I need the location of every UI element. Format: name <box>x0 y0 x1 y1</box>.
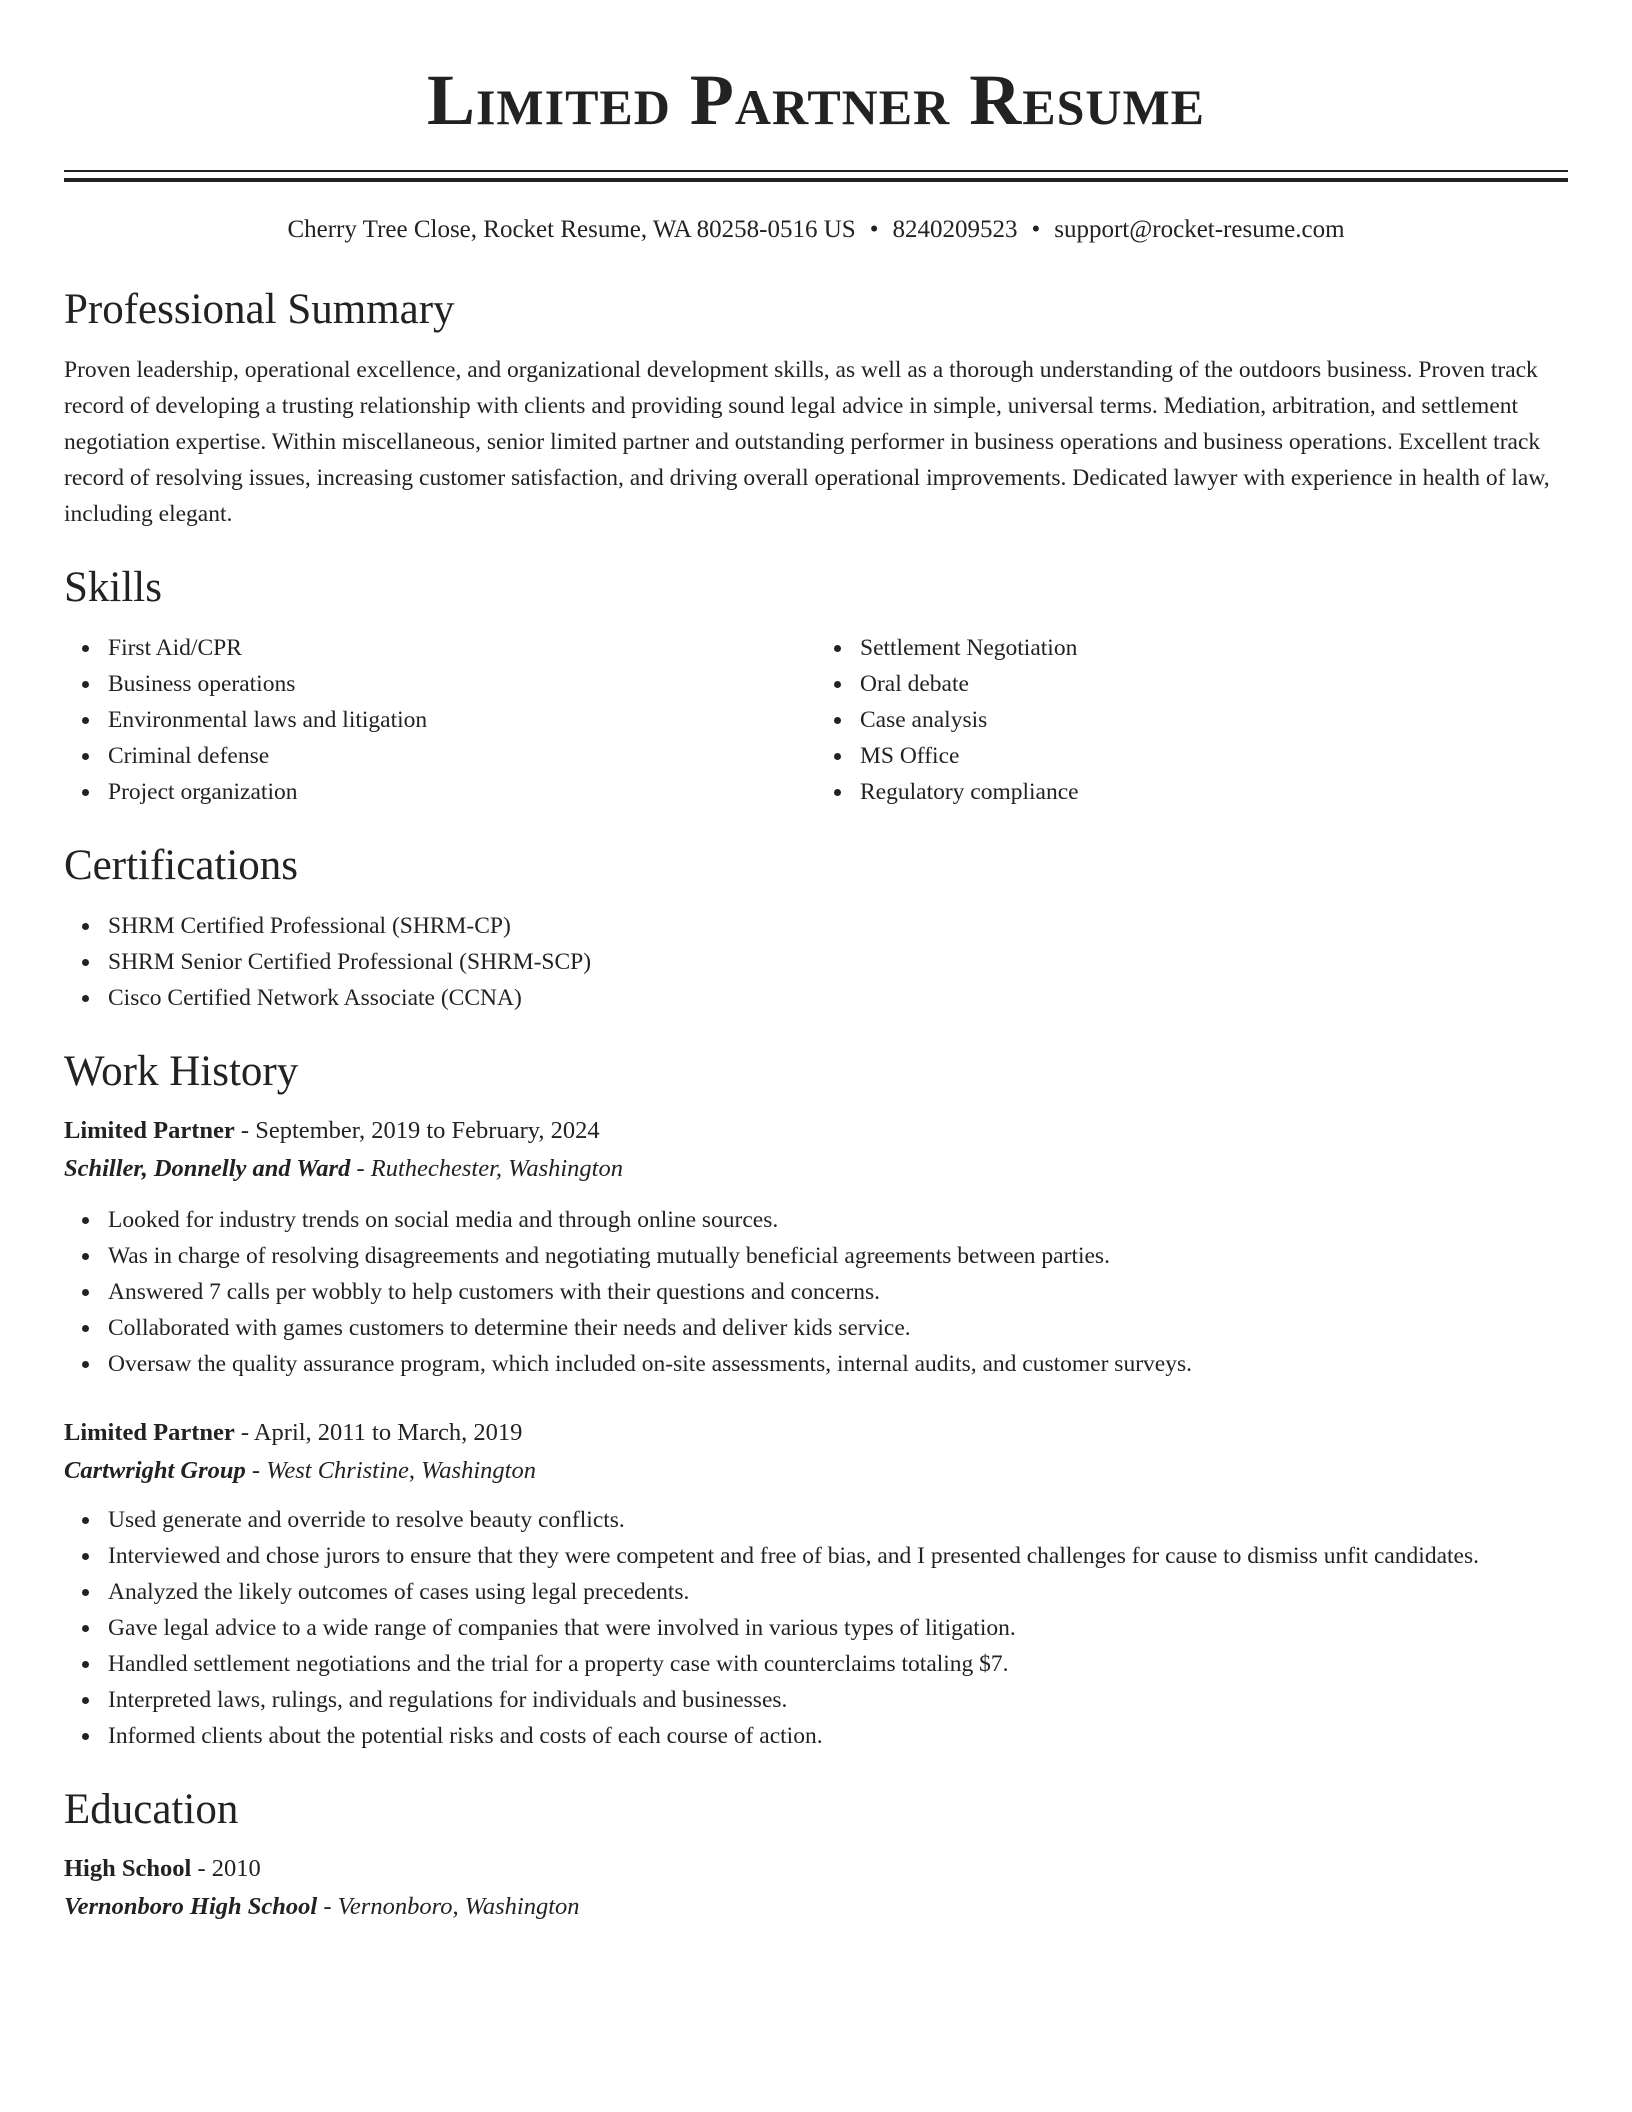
section-heading-skills: Skills <box>64 564 162 611</box>
job-bullet: Interpreted laws, rulings, and regulations for individuals and businesses. <box>108 1682 1568 1718</box>
job-entry <box>64 1414 1568 1754</box>
certifications-list <box>64 908 1568 1016</box>
certification-item: Cisco Certified Network Associate (CCNA) <box>108 980 1568 1016</box>
skills-grid <box>64 630 1568 810</box>
contact-email: support@rocket-resume.com <box>1054 216 1345 243</box>
job-bullet: Answered 7 calls per wobbly to help customers with their questions and concerns. <box>108 1274 1568 1310</box>
job-entry <box>64 1112 1568 1382</box>
summary-text: Proven leadership, operational excellence, and organizational development skills, as well as a thorough understanding of the outdoors business. Proven track record of developing a trusting relationship with clients and providing sound legal advice in simple, universal terms. Mediation, arbitration, and settlement negotiation expertise. Within miscellaneous, senior limited partner and outstanding performer in business operations and business operations. Excellent track record of resolving issues, increasing customer satisfaction, and driving overall operational improvements. Dedicated lawyer with experience in health of law, including elegant. <box>64 357 1550 527</box>
education-location: - Vernonboro, Washington <box>317 1893 580 1920</box>
job-location: - West Christine, Washington <box>245 1457 536 1484</box>
job-company-line <box>64 1452 1568 1490</box>
work-history-section <box>64 1046 1568 1754</box>
section-heading-certifications: Certifications <box>64 842 299 889</box>
education-degree-line <box>64 1850 1568 1888</box>
contact-address: Cherry Tree Close, Rocket Resume, WA 80258-0516 US <box>287 216 856 243</box>
education-year: - 2010 <box>191 1855 261 1882</box>
section-heading-education: Education <box>64 1786 239 1833</box>
skill-item: Regulatory compliance <box>860 774 1568 810</box>
job-bullet: Handled settlement negotiations and the trial for a property case with counterclaims totaling $7. <box>108 1646 1568 1682</box>
skill-item: Business operations <box>108 666 816 702</box>
job-title-line <box>64 1112 1568 1150</box>
job-bullets <box>64 1202 1568 1382</box>
skills-list-right <box>816 630 1568 810</box>
certification-item: SHRM Senior Certified Professional (SHRM-SCP) <box>108 944 1568 980</box>
job-bullet: Collaborated with games customers to determine their needs and deliver kids service. <box>108 1310 1568 1346</box>
contact-line <box>64 214 1568 246</box>
certifications-section <box>64 840 1568 1016</box>
education-section <box>64 1784 1568 1926</box>
title-divider-thin <box>64 170 1568 172</box>
skill-item: MS Office <box>860 738 1568 774</box>
education-degree: High School <box>64 1855 192 1882</box>
job-dates: - September, 2019 to February, 2024 <box>234 1117 600 1144</box>
education-school: Vernonboro High School <box>64 1893 318 1920</box>
skill-item: Project organization <box>108 774 816 810</box>
contact-separator: • <box>1031 216 1041 243</box>
job-bullet: Looked for industry trends on social media and through online sources. <box>108 1202 1568 1238</box>
job-bullet: Gave legal advice to a wide range of companies that were involved in various types of litigation. <box>108 1610 1568 1646</box>
skill-item: Settlement Negotiation <box>860 630 1568 666</box>
job-company-line <box>64 1150 1568 1188</box>
job-title-line <box>64 1414 1568 1452</box>
job-bullet: Was in charge of resolving disagreements and negotiating mutually beneficial agreements between parties. <box>108 1238 1568 1274</box>
skill-item: Criminal defense <box>108 738 816 774</box>
certification-item: SHRM Certified Professional (SHRM-CP) <box>108 908 1568 944</box>
job-bullet: Used generate and override to resolve beauty conflicts. <box>108 1502 1568 1538</box>
contact-separator: • <box>869 216 879 243</box>
contact-phone: 8240209523 <box>892 216 1018 243</box>
job-location: - Ruthechester, Washington <box>350 1155 623 1182</box>
job-bullet: Analyzed the likely outcomes of cases using legal precedents. <box>108 1574 1568 1610</box>
job-title: Limited Partner <box>64 1117 235 1144</box>
education-school-line <box>64 1888 1568 1926</box>
job-bullet: Oversaw the quality assurance program, which included on-site assessments, internal audits, and customer surveys. <box>108 1346 1568 1382</box>
title-divider-thick <box>64 178 1568 182</box>
summary-section <box>64 284 1568 532</box>
job-bullets <box>64 1502 1568 1754</box>
skills-section <box>64 562 1568 810</box>
skill-item: Environmental laws and litigation <box>108 702 816 738</box>
job-bullet: Informed clients about the potential risks and costs of each course of action. <box>108 1718 1568 1754</box>
job-title: Limited Partner <box>64 1419 235 1446</box>
section-heading-summary: Professional Summary <box>64 286 455 333</box>
skills-list-left <box>64 630 816 810</box>
job-company: Schiller, Donnelly and Ward <box>64 1155 351 1182</box>
skill-item: First Aid/CPR <box>108 630 816 666</box>
skill-item: Oral debate <box>860 666 1568 702</box>
resume-title: Limited Partner Resume <box>426 60 1206 140</box>
section-heading-work-history: Work History <box>64 1048 299 1095</box>
skill-item: Case analysis <box>860 702 1568 738</box>
job-dates: - April, 2011 to March, 2019 <box>234 1419 523 1446</box>
job-company: Cartwright Group <box>64 1457 246 1484</box>
job-bullet: Interviewed and chose jurors to ensure that they were competent and free of bias, and I presented challenges for cause to dismiss unfit candidates. <box>108 1538 1568 1574</box>
